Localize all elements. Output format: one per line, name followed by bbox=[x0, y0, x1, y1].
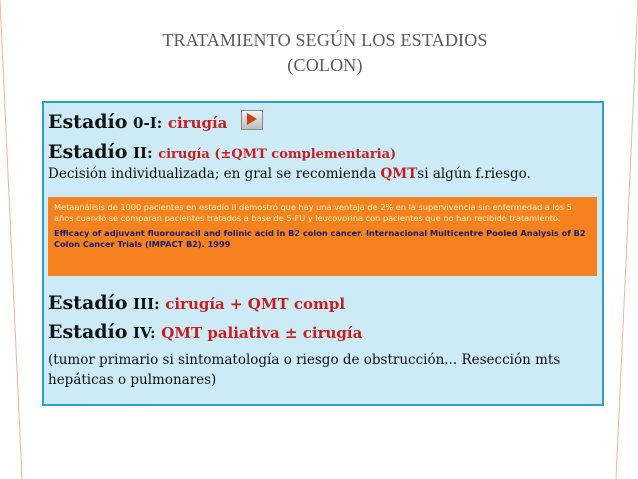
stage-2-number: II: bbox=[133, 144, 153, 162]
stage-4-note: (tumor primario si sintomatología o riesgo de obstrucción... Resección mts hepáticas o pulmonares) bbox=[48, 352, 561, 388]
metaanalysis-text: Metaanálisis de 1000 pacientes en estadío II demostró que hay una ventaja de 2% en la supervivencia sin enfermedad a los 5 años cuando se comparan pacientes tratados a base de 5-FU y leucovorina con pacientes que no han recibido tratamiento. bbox=[54, 202, 572, 223]
decision-highlight: QMT bbox=[380, 166, 418, 182]
stage-0-1-number: 0-I: bbox=[133, 114, 163, 132]
play-triangle-icon bbox=[246, 113, 258, 125]
stage-2-heading bbox=[48, 141, 396, 163]
slide-title bbox=[80, 28, 570, 78]
evidence-box bbox=[48, 197, 597, 276]
reference-text: Efficacy of adjuvant fluorouracil and folinic acid in B2 colon cancer. Internacional Multicentre Pooled Analysis of B2 Colon Cancer Trials (IMPACT B2). 1999 bbox=[54, 228, 586, 249]
stage-2-treatment: cirugía (±QMT complementaria) bbox=[158, 147, 397, 162]
decision-suffix: si algún f.riesgo. bbox=[417, 166, 531, 182]
stage-0-1-heading bbox=[48, 110, 263, 133]
stage-3-label: Estadío bbox=[48, 292, 128, 314]
slide-title-line-2: (COLON) bbox=[287, 55, 363, 75]
stage-0-1-treatment: cirugía bbox=[167, 114, 228, 132]
stage-3-heading bbox=[48, 292, 345, 314]
stage-4-heading bbox=[48, 321, 362, 343]
stage-3-treatment: cirugía + QMT compl bbox=[165, 295, 346, 313]
stage-4-label: Estadío bbox=[48, 321, 128, 343]
stage-2-label: Estadío bbox=[48, 141, 128, 163]
play-button[interactable] bbox=[241, 110, 263, 130]
stage-4-treatment: QMT paliativa ± cirugía bbox=[161, 324, 363, 342]
stage-4-number: IV: bbox=[133, 324, 156, 342]
decision-prefix: Decisión individualizada; en gral se recomienda bbox=[48, 166, 381, 182]
stage-3-colon: : bbox=[154, 295, 160, 313]
slide-title-line-1: TRATAMIENTO SEGÚN LOS ESTADIOS bbox=[162, 30, 488, 50]
stage-0-1-label: Estadío bbox=[48, 111, 128, 133]
decision-text bbox=[48, 166, 531, 182]
stage-3-number: III bbox=[133, 295, 155, 313]
